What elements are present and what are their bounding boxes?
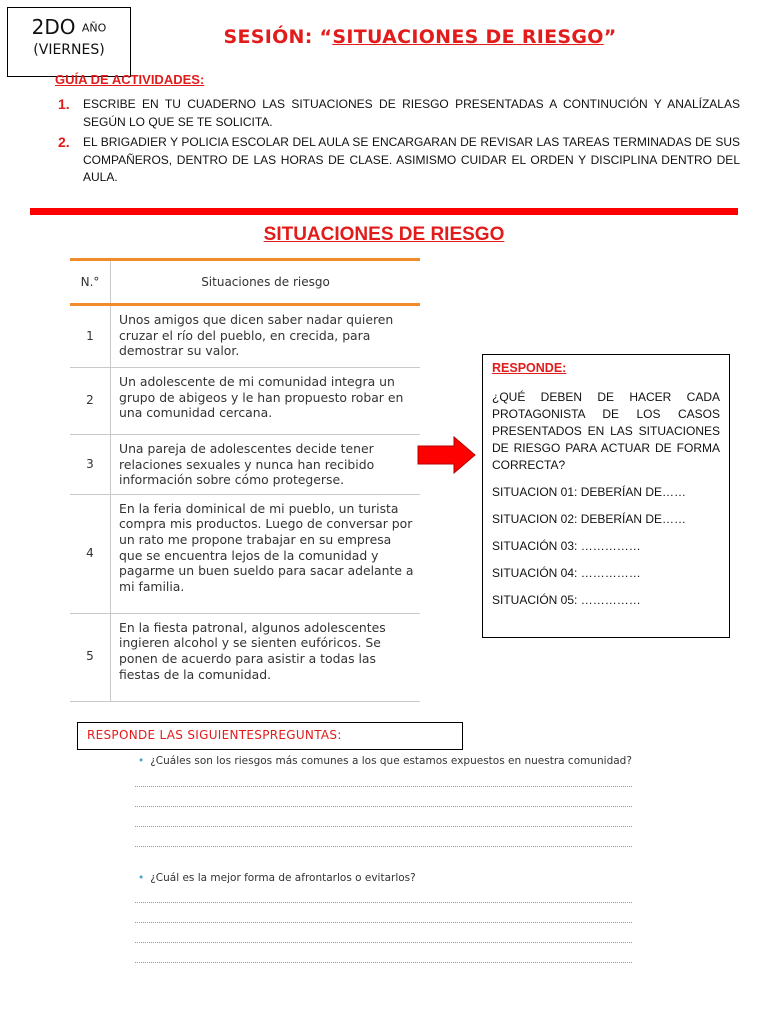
instruction-item	[58, 96, 740, 131]
title-prefix: SESIÓN: “	[223, 26, 333, 48]
responde-box	[482, 354, 730, 638]
situation-line: SITUACIÓN 03: ……………	[492, 539, 641, 553]
answer-line[interactable]	[135, 806, 632, 807]
arrow-right-icon	[417, 436, 477, 474]
title-suffix: ”	[603, 26, 617, 48]
grade-box	[7, 7, 131, 77]
instruction-text: EL BRIGADIER Y POLICIA ESCOLAR DEL AULA SE ENCARGARAN DE REVISAR LAS TAREAS TERMINADAS DE SUS COMPAÑEROS, DENTRO DE LAS HORAS DE CLASE. ASIMISMO CUIDAR EL ORDEN Y DISCIPLINA DENTRO DEL AULA.	[83, 135, 740, 184]
table-row	[70, 494, 420, 613]
guide-title	[55, 72, 204, 87]
guide-title-text: GUÍA DE ACTIVIDADES	[55, 72, 200, 87]
answer-line[interactable]	[135, 942, 632, 943]
row-number: 4	[70, 494, 111, 613]
section-title: SITUACIONES DE RIESGO	[263, 224, 505, 245]
guide-title-colon: :	[199, 72, 205, 87]
answer-line[interactable]	[135, 846, 632, 847]
table-header-row	[70, 260, 420, 305]
column-header-number: N.°	[70, 260, 111, 305]
question-text: ¿Cuáles son los riesgos más comunes a los que estamos expuestos en nuestra comunidad?	[150, 755, 632, 767]
row-number: 2	[70, 368, 111, 435]
row-text: En la feria dominical de mi pueblo, un turista compra mis productos. Luego de conversar por un rato me propone trabajar en su empresa que se encuentra lejos de la comunidad y pagarme un buen sueldo para sacar adelante a mi familia.	[111, 494, 421, 613]
answer-line[interactable]	[135, 826, 632, 827]
table-row	[70, 305, 420, 368]
question-text: ¿Cuál es la mejor forma de afrontarlos o evitarlos?	[150, 872, 416, 884]
row-number: 5	[70, 613, 111, 701]
instruction-number: 2.	[58, 134, 70, 150]
questions-title-box	[77, 722, 463, 750]
table-row	[70, 613, 420, 701]
situation-line: SITUACIÓN 05: ……………	[492, 593, 641, 607]
responde-title: RESPONDE:	[492, 361, 567, 375]
answer-line[interactable]	[135, 786, 632, 787]
row-text: Unos amigos que dicen saber nadar quieren cruzar el río del pueblo, en crecida, para demostrar su valor.	[111, 305, 421, 368]
situation-line: SITUACION 02: DEBERÍAN DE……	[492, 512, 687, 526]
instruction-text: ESCRIBE EN TU CUADERNO LAS SITUACIONES DE RIESGO PRESENTADAS A CONTINUCIÓN Y ANALÍZALAS SEGÚN LO QUE SE TE SOLICITA.	[83, 97, 740, 129]
instruction-item	[58, 134, 740, 187]
column-header-situation: Situaciones de riesgo	[111, 260, 421, 305]
responde-question: ¿QUÉ DEBEN DE HACER CADA PROTAGONISTA DE LOS CASOS PRESENTADOS EN LAS SITUACIONES DE RIESGO PARA ACTUAR DE FORMA CORRECTA?	[492, 390, 720, 472]
situation-line: SITUACIÓN 04: ……………	[492, 566, 641, 580]
row-number: 1	[70, 305, 111, 368]
table-row	[70, 368, 420, 435]
bullet-icon: •	[138, 872, 145, 884]
questions-title: RESPONDE LAS SIGUIENTESPREGUNTAS:	[87, 728, 342, 742]
answer-line[interactable]	[135, 902, 632, 903]
grade-label: 2DO	[31, 15, 76, 39]
table-row	[70, 435, 420, 495]
day-label: (VIERNES)	[33, 41, 105, 58]
question-item	[138, 755, 632, 767]
title-main: SITUACIONES DE RIESGO	[332, 26, 604, 48]
answer-line[interactable]	[135, 922, 632, 923]
page-title	[140, 26, 700, 48]
grade-suffix: AÑO	[81, 21, 107, 35]
instruction-number: 1.	[58, 96, 70, 112]
situation-line: SITUACION 01: DEBERÍAN DE……	[492, 485, 687, 499]
bullet-icon: •	[138, 755, 145, 767]
row-number: 3	[70, 435, 111, 495]
row-text: En la fiesta patronal, algunos adolescentes ingieren alcohol y se sienten eufóricos. Se ponen de acuerdo para asistir a todas las fiestas de la comunidad.	[111, 613, 421, 701]
question-item	[138, 872, 416, 884]
answer-line[interactable]	[135, 962, 632, 963]
row-text: Un adolescente de mi comunidad integra un grupo de abigeos y le han propuesto robar en una comunidad cercana.	[111, 368, 421, 435]
divider-bar	[30, 208, 738, 215]
row-text: Una pareja de adolescentes decide tener relaciones sexuales y nunca han recibido información sobre cómo protegerse.	[111, 435, 421, 495]
risk-table	[70, 258, 420, 702]
